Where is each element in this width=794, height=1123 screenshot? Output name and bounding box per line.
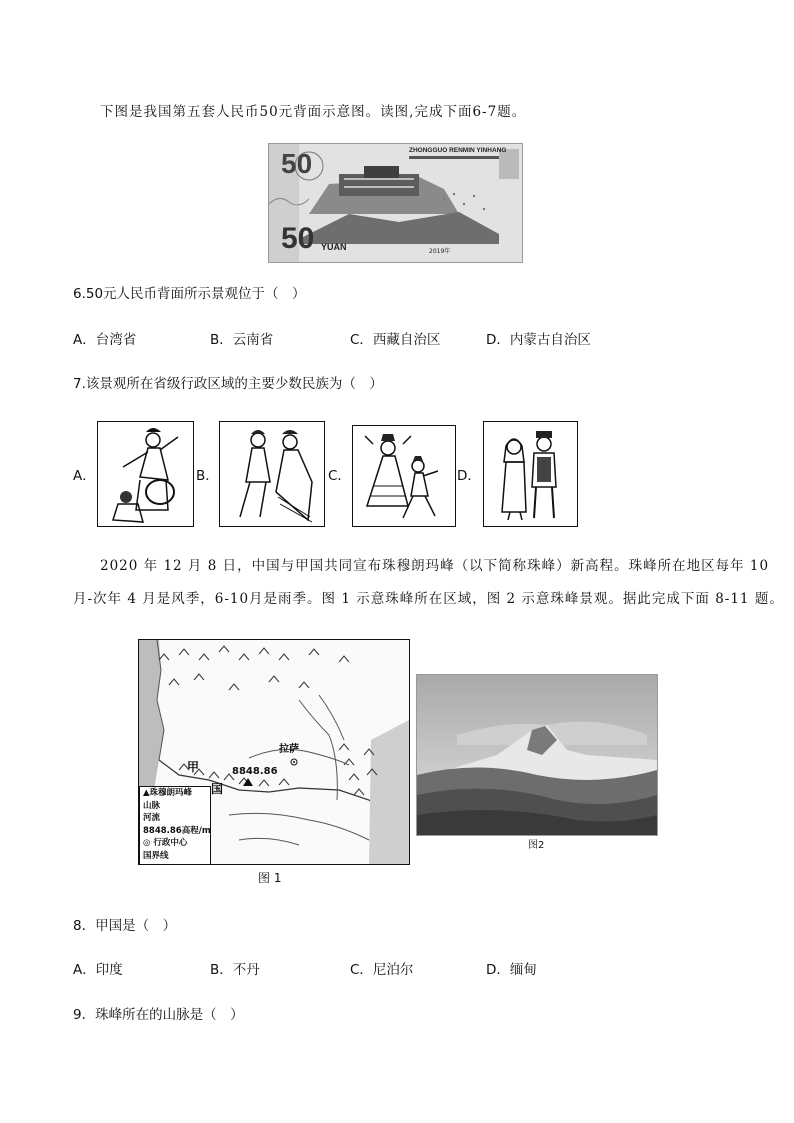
legend-border: 国界线 — [143, 850, 169, 861]
legend-mountain: 山脉 — [143, 800, 161, 811]
q8-stem: 8．甲国是（ ） — [73, 918, 177, 934]
map-caption: 图 1 — [258, 871, 282, 885]
map-peak-height: 8848.86 — [232, 766, 278, 777]
q6-option-b[interactable]: B．云南省 — [210, 332, 274, 348]
intro-6-7: 下图是我国第五套人民币50元背面示意图。读图,完成下面6-7题。 — [100, 104, 527, 120]
q7-stem: 7.该景观所在省级行政区域的主要少数民族为（ ） — [73, 376, 383, 392]
map-country-label-1: 甲 — [187, 760, 200, 774]
bank-name-pinyin: ZHONGGUO RENMIN YINHANG — [409, 147, 507, 154]
q9-stem: 9．珠峰所在的山脉是（ ） — [73, 1007, 244, 1023]
ethnic-costume-c-icon — [353, 426, 455, 526]
intro-8-11-line1: 2020 年 12 月 8 日，中国与甲国共同宣布珠穆朗玛峰（以下简称珠峰）新高程。珠峰所在地区每年 10 — [100, 558, 770, 574]
q7-option-b-letter[interactable]: B． — [196, 468, 219, 484]
yuan-label: YUAN — [321, 242, 347, 252]
banknote-image — [268, 143, 523, 263]
denomination-top: 50 — [281, 148, 313, 179]
everest-photo — [416, 674, 658, 836]
q7-option-d-image[interactable] — [483, 421, 578, 527]
q6-option-d[interactable]: D．内蒙古自治区 — [486, 332, 591, 348]
banknote-year: 2019年 — [429, 248, 451, 255]
everest-landscape-illustration — [417, 675, 657, 835]
q7-option-c-image[interactable] — [352, 425, 456, 527]
q8-option-d[interactable]: D．缅甸 — [486, 962, 537, 978]
q6-stem: 6.50元人民币背面所示景观位于（ ） — [73, 286, 306, 302]
ethnic-costume-b-icon — [220, 422, 324, 526]
q8-option-c[interactable]: C．尼泊尔 — [350, 962, 414, 978]
q7-option-d-letter[interactable]: D． — [457, 468, 481, 484]
map-legend — [139, 786, 211, 865]
q8-option-b[interactable]: B．不丹 — [210, 962, 260, 978]
denomination-bottom: 50 — [281, 222, 315, 255]
q7-option-a-letter[interactable]: A． — [73, 468, 96, 484]
q8-option-a[interactable]: A．印度 — [73, 962, 123, 978]
q7-option-a-image[interactable] — [97, 421, 194, 527]
q7-option-c-letter[interactable]: C． — [328, 468, 351, 484]
legend-admin-center: ◎ 行政中心 — [143, 838, 188, 848]
ethnic-costume-d-icon — [484, 422, 577, 526]
map-city-label: 拉萨 — [279, 744, 299, 755]
region-map — [138, 639, 410, 865]
q7-option-b-image[interactable] — [219, 421, 325, 527]
legend-peak: ▲珠穆朗玛峰 — [143, 788, 193, 798]
q6-option-c[interactable]: C．西藏自治区 — [350, 332, 441, 348]
legend-elevation: 8848.86高程/m — [143, 825, 211, 836]
q6-option-a[interactable]: A．台湾省 — [73, 332, 137, 348]
map-country-label-2: 国 — [211, 782, 224, 796]
photo-caption: 图2 — [528, 840, 545, 851]
ethnic-costume-a-icon — [98, 422, 193, 526]
intro-8-11-line2: 月-次年 4 月是风季，6-10月是雨季。图 1 示意珠峰所在区域，图 2 示意珠峰景观。据此完成下面 8-11 题。 — [73, 591, 784, 607]
legend-river: 河流 — [143, 813, 161, 823]
